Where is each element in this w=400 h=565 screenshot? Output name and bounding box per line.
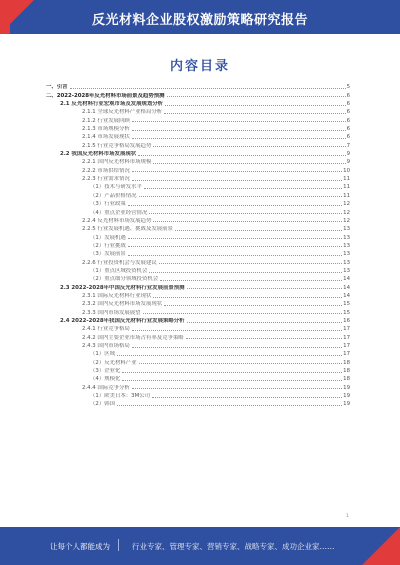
toc-entry[interactable] <box>46 366 350 374</box>
report-title: 反光材料企业股权激励策略研究报告 <box>91 13 308 28</box>
toc-entry-page: 6 <box>346 126 350 133</box>
toc-leader-dots <box>164 113 345 114</box>
toc-entry-label: （3）发展前景 <box>90 251 126 258</box>
toc-entry[interactable] <box>46 382 350 390</box>
toc-entry-page: 12 <box>343 201 350 208</box>
toc-entry-label: （1）重点区域投资机会 <box>90 267 148 274</box>
toc-entry[interactable] <box>46 132 350 140</box>
toc-entry-label: 2.3.2 国内反光材料市场发展现状 <box>82 301 163 308</box>
toc-entry-page: 13 <box>343 234 350 241</box>
toc-entry[interactable] <box>46 316 350 324</box>
toc-leader-dots <box>153 163 345 164</box>
toc-entry-page: 14 <box>343 284 350 291</box>
toc-leader-dots <box>132 121 346 122</box>
footer-banner <box>0 527 400 565</box>
toc-entry-label: 2.2.3 行业需求情况 <box>82 176 130 183</box>
toc-entry-label: 二、2022-2028年反光材料市场前景及趋势预测 <box>46 92 165 99</box>
toc-entry-label: （2）行业挑战 <box>90 242 126 249</box>
toc-entry-page: 9 <box>346 159 350 166</box>
toc-entry-page: 16 <box>343 317 350 324</box>
toc-entry-page: 6 <box>346 134 350 141</box>
toc-leader-dots <box>132 180 342 181</box>
toc-entry[interactable] <box>46 207 350 215</box>
toc-leader-dots <box>139 196 343 197</box>
toc-entry-label: （3）企业化 <box>90 368 121 375</box>
toc-entry[interactable] <box>46 190 350 198</box>
toc-entry[interactable] <box>46 249 350 257</box>
toc-entry-page: 15 <box>343 301 350 308</box>
toc-entry-page: 5 <box>346 84 350 91</box>
toc-leader-dots <box>139 363 343 364</box>
toc-leader-dots <box>159 263 342 264</box>
toc-entry-page: 7 <box>346 142 350 149</box>
toc-entry[interactable] <box>46 324 350 332</box>
toc-entry-page: 12 <box>343 217 350 224</box>
toc-entry-page: 19 <box>343 393 350 400</box>
toc-entry[interactable] <box>46 282 350 290</box>
toc-entry[interactable] <box>46 165 350 173</box>
toc-entry-label: 2.4.4 国际竞争分析 <box>82 384 130 391</box>
toc-leader-dots <box>153 221 342 222</box>
toc-leader-dots <box>117 355 342 356</box>
table-of-contents <box>46 82 350 407</box>
toc-leader-dots <box>167 96 346 97</box>
toc-entry-label: （1）技术与研发水平 <box>90 184 142 191</box>
toc-entry-label: （4）重点企业经营情况 <box>90 209 148 216</box>
toc-entry[interactable] <box>46 341 350 349</box>
toc-leader-dots <box>122 380 342 381</box>
toc-entry-page: 19 <box>343 401 350 408</box>
toc-leader-dots <box>132 138 346 139</box>
toc-leader-dots <box>149 213 342 214</box>
toc-entry-page: 19 <box>343 384 350 391</box>
toc-leader-dots <box>149 272 342 273</box>
toc-heading: 内容目录 <box>169 59 230 74</box>
toc-leader-dots <box>70 88 346 89</box>
toc-entry-page: 12 <box>343 209 350 216</box>
toc-entry-label: 2.4.1 行业竞争格局 <box>82 326 130 333</box>
toc-leader-dots <box>153 297 342 298</box>
footer-tagline: 行业专家、管理专家、营销专家、战略专家、成功企业家…… <box>132 542 335 551</box>
toc-leader-dots <box>132 171 342 172</box>
footer-red-wedge <box>362 527 400 565</box>
toc-leader-dots <box>128 255 342 256</box>
toc-leader-dots <box>132 130 346 131</box>
toc-leader-dots <box>152 397 342 398</box>
toc-entry-page: 17 <box>343 334 350 341</box>
toc-entry-page: 14 <box>343 292 350 299</box>
toc-entry-page: 17 <box>343 351 350 358</box>
toc-entry-page: 6 <box>346 117 350 124</box>
toc-entry-page: 11 <box>343 192 350 199</box>
toc-entry[interactable] <box>46 224 350 232</box>
toc-entry[interactable] <box>46 199 350 207</box>
toc-leader-dots <box>132 388 342 389</box>
toc-entry-page: 6 <box>346 109 350 116</box>
toc-entry[interactable] <box>46 82 350 90</box>
toc-entry-page: 11 <box>343 184 350 191</box>
toc-entry[interactable] <box>46 140 350 148</box>
toc-entry-page: 15 <box>343 309 350 316</box>
toc-entry[interactable] <box>46 90 350 98</box>
toc-leader-dots <box>175 230 342 231</box>
footer-divider <box>118 539 119 551</box>
toc-entry-page: 13 <box>343 242 350 249</box>
toc-leader-dots <box>187 322 343 323</box>
toc-entry[interactable] <box>46 274 350 282</box>
page-number: 1 <box>346 514 349 519</box>
toc-entry-label: 2.3.1 国际反光材料行业现状 <box>82 292 152 299</box>
toc-leader-dots <box>128 246 342 247</box>
toc-entry-page: 9 <box>346 151 350 158</box>
toc-leader-dots <box>128 205 342 206</box>
toc-leader-dots <box>117 405 342 406</box>
toc-entry-page: 11 <box>343 176 350 183</box>
toc-entry-label: 2.1.3 市场规模分析 <box>82 126 130 133</box>
toc-entry-page: 17 <box>343 326 350 333</box>
toc-entry[interactable] <box>46 307 350 315</box>
toc-leader-dots <box>153 146 345 147</box>
toc-entry-label: （2）产品价格情况 <box>90 192 137 199</box>
toc-entry[interactable] <box>46 266 350 274</box>
toc-entry-label: （1）区域 <box>90 351 115 358</box>
toc-entry-page: 13 <box>343 226 350 233</box>
toc-leader-dots <box>187 288 343 289</box>
toc-entry-label: （2）韩国 <box>90 401 115 408</box>
toc-entry[interactable] <box>46 241 350 249</box>
toc-entry[interactable] <box>46 174 350 182</box>
toc-entry-label: 2.1.4 市场发展现状 <box>82 134 130 141</box>
toc-entry[interactable] <box>46 357 350 365</box>
footer-slogan: 让每个人都能成为 <box>50 542 110 551</box>
toc-entry-label: 2.1.1 全球反光材料产业格局分析 <box>82 109 163 116</box>
toc-entry[interactable] <box>46 391 350 399</box>
toc-leader-dots <box>138 155 345 156</box>
toc-entry[interactable] <box>46 349 350 357</box>
toc-entry-label: 一、引言 <box>46 84 68 91</box>
toc-entry-label: 2.1.2 行业发展回顾 <box>82 117 130 124</box>
toc-leader-dots <box>164 305 342 306</box>
toc-leader-dots <box>186 338 342 339</box>
toc-leader-dots <box>143 313 343 314</box>
toc-entry[interactable] <box>46 157 350 165</box>
toc-entry-label: 2.1 反光材料行业宏观市场及发展规划分析 <box>60 101 164 108</box>
toc-entry-page: 13 <box>343 259 350 266</box>
toc-entry-label: （1）欧美日本：3M公司 <box>90 393 151 400</box>
toc-entry[interactable] <box>46 399 350 407</box>
toc-entry-page: 6 <box>346 101 350 108</box>
toc-entry-label: 2.4.2 国内主要企业市场占有率及竞争策略 <box>82 334 184 341</box>
toc-entry-label: 2.4.3 国内市场格局 <box>82 343 130 349</box>
toc-entry[interactable] <box>46 291 350 299</box>
toc-entry[interactable] <box>46 257 350 265</box>
toc-leader-dots <box>165 105 345 106</box>
toc-entry[interactable] <box>46 99 350 107</box>
toc-entry-page: 18 <box>343 376 350 383</box>
toc-entry-label: （4）规模化 <box>90 376 121 383</box>
toc-entry[interactable] <box>46 149 350 157</box>
toc-entry[interactable] <box>46 107 350 115</box>
toc-entry-label: （3）行业政策 <box>90 201 126 208</box>
toc-leader-dots <box>160 280 342 281</box>
toc-entry-label: （1）发展机遇 <box>90 234 126 241</box>
toc-leader-dots <box>128 238 342 239</box>
toc-entry-page: 10 <box>343 167 350 174</box>
toc-leader-dots <box>132 330 342 331</box>
toc-entry-page: 17 <box>343 343 350 349</box>
toc-entry[interactable] <box>46 374 350 382</box>
toc-entry-label: 2.3 2022-2028年中国反光材料行业发展前景预测 <box>60 284 185 291</box>
toc-entry-page: 13 <box>343 251 350 258</box>
toc-entry-label: 2.2.2 市场供给情况 <box>82 167 130 174</box>
toc-entry-label: （2）重点细分领域投资机会 <box>90 276 159 283</box>
toc-entry[interactable] <box>46 124 350 132</box>
toc-entry-label: 2.2 我国反光材料市场发展现状 <box>60 151 137 158</box>
toc-entry[interactable] <box>46 182 350 190</box>
toc-entry-page: 13 <box>343 267 350 274</box>
toc-entry-label: （2）反光材料产业 <box>90 359 137 366</box>
toc-entry[interactable] <box>46 332 350 340</box>
toc-entry-page: 14 <box>343 276 350 283</box>
toc-entry[interactable] <box>46 299 350 307</box>
toc-leader-dots <box>144 188 342 189</box>
toc-entry-page: 18 <box>343 368 350 375</box>
toc-entry[interactable] <box>46 232 350 240</box>
toc-entry[interactable] <box>46 115 350 123</box>
toc-entry-label: 2.2.5 行业发展机遇、挑战及发展前景 <box>82 226 173 233</box>
toc-leader-dots <box>122 372 342 373</box>
toc-entry-label: 2.3.3 国内市场发展展望 <box>82 309 141 316</box>
toc-entry-label: 2.2.6 行业投资机会与发展建议 <box>82 259 157 266</box>
toc-entry-label: 2.2.4 反光材料市场发展趋势 <box>82 217 152 224</box>
header-banner <box>0 0 400 34</box>
toc-entry-label: 2.1.5 行业竞争格局发展趋势 <box>82 142 152 149</box>
toc-leader-dots <box>132 347 342 348</box>
toc-entry-label: 2.2.1 国内反光材料市场规模 <box>82 159 152 166</box>
toc-entry-page: 18 <box>343 359 350 366</box>
toc-entry-label: 2.4 2022-2028年我国反光材料行业发展策略分析 <box>60 317 185 324</box>
toc-entry-page: 6 <box>346 92 350 99</box>
toc-entry[interactable] <box>46 216 350 224</box>
